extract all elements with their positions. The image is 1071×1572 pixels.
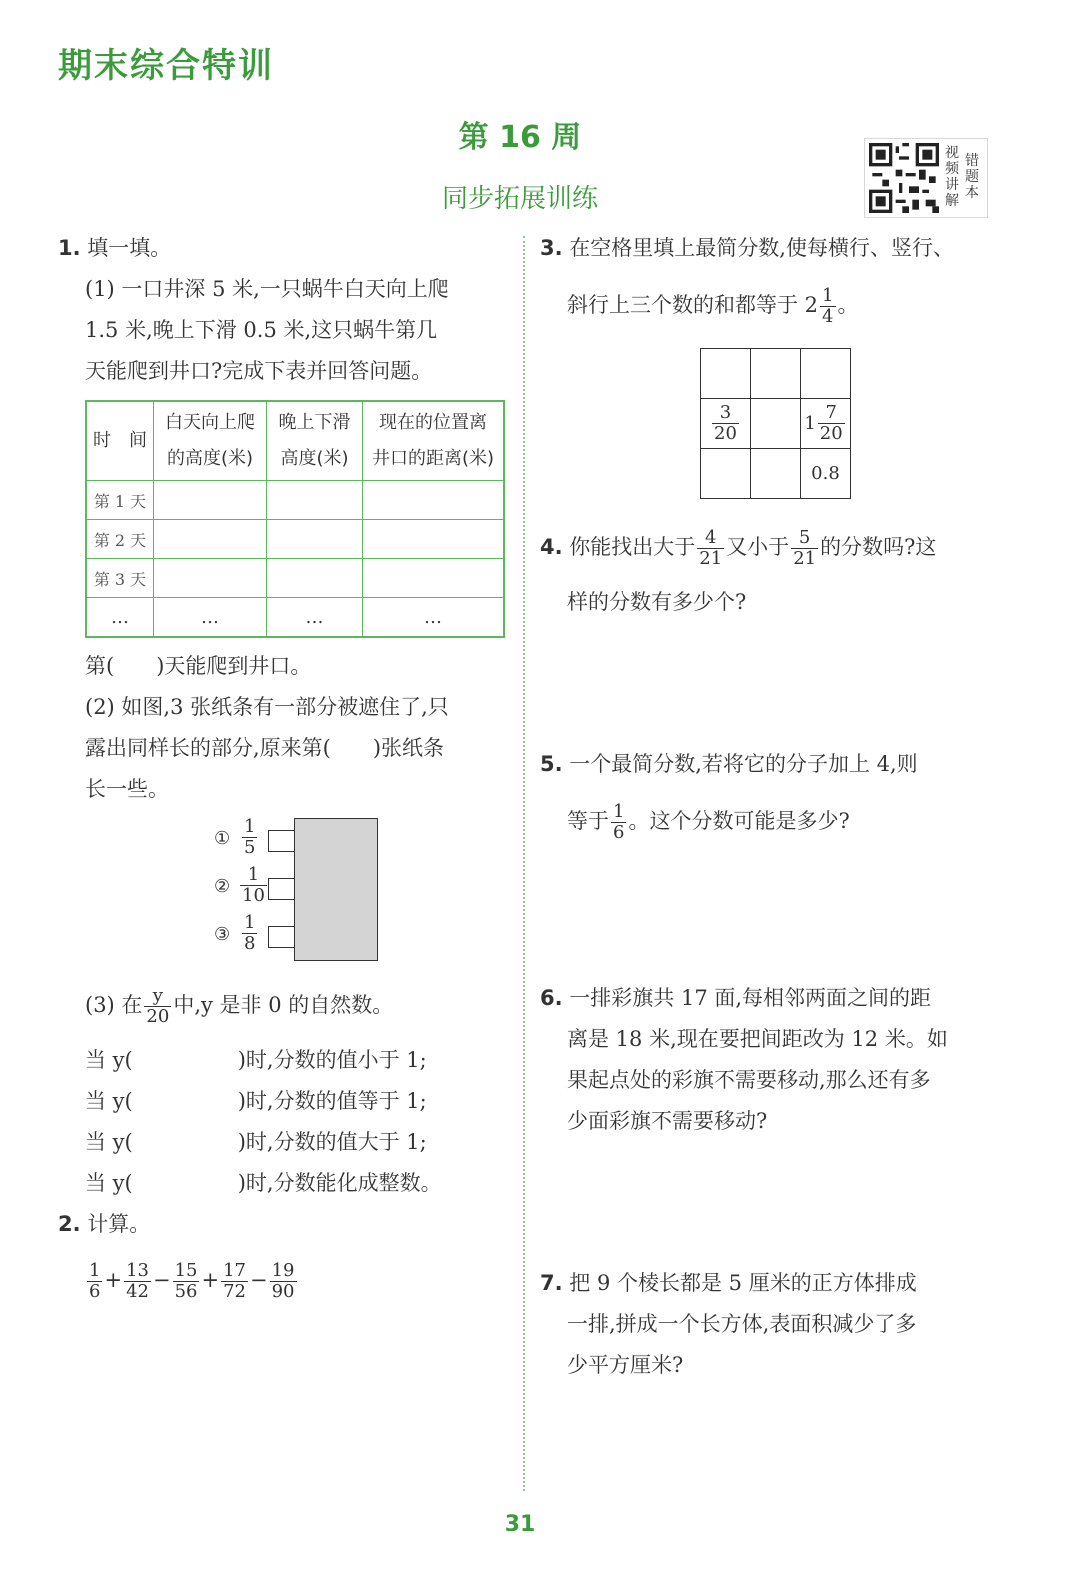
q7-line1: 7. 把 9 个棱长都是 5 厘米的正方体排成 [540, 1271, 917, 1295]
q5-line2: 等于 $\frac{1}{6}$ 。这个分数可能是多少? [567, 801, 850, 843]
subtitle: 同步拓展训练 [441, 184, 598, 214]
paper-strips-figure [210, 816, 380, 964]
op: + [104, 1268, 123, 1292]
q3-text1: 在空格里填上最简分数,使每横行、竖行、 [569, 236, 954, 260]
q2-number: 2. [58, 1212, 81, 1236]
q1-condition-3: 当 y( )时,分数的值大于 1; [85, 1130, 427, 1154]
upper-fraction: $\frac{5}{21}$ [793, 527, 817, 569]
row-label: 第 2 天 [86, 520, 154, 559]
page-number: 31 [504, 1512, 536, 1537]
answer-cell[interactable] [267, 559, 363, 598]
op: − [152, 1268, 171, 1292]
q3-text2: 斜行上三个数的和都等于 2 [567, 293, 819, 317]
q4-line2: 样的分数有多少个? [567, 590, 747, 614]
term-fraction: $\frac{1}{6}$ [89, 1260, 101, 1302]
q6-number: 6. [540, 986, 563, 1010]
answer-cell[interactable] [154, 481, 267, 520]
answer-cell[interactable] [363, 559, 505, 598]
qr-label-video: 视频讲解 [945, 145, 959, 209]
q5-line1: 5. 一个最简分数,若将它的分子加上 4,则 [540, 752, 918, 776]
q2-heading [58, 1204, 150, 1245]
answer-cell[interactable] [154, 520, 267, 559]
term-fraction: $\frac{15}{56}$ [174, 1260, 198, 1302]
table-header-time: 时 间 [86, 401, 154, 481]
grid-cell: 1 $\frac{7}{20}$ [801, 399, 851, 449]
q1-part1-line1: (1) 一口井深 5 米,一只蜗牛白天向上爬 [85, 277, 449, 301]
q2-expression [85, 1255, 299, 1305]
answer-cell[interactable] [363, 520, 505, 559]
qr-code-icon [869, 143, 939, 213]
q1-condition-2: 当 y( )时,分数的值等于 1; [85, 1089, 427, 1113]
q1-part1-line2: 1.5 米,晚上下滑 0.5 米,这只蜗牛第几 [85, 318, 438, 342]
strip-rect [268, 878, 295, 900]
row-label: … [86, 598, 154, 638]
cell-fraction: $\frac{3}{20}$ [714, 402, 737, 444]
q5-number: 5. [540, 752, 563, 776]
q1-number: 1. [58, 236, 81, 260]
sum-fraction: $\frac{1}{4}$ [822, 285, 834, 327]
q6-line3: 果起点处的彩旗不需要移动,那么还有多 [567, 1068, 931, 1092]
grid-cell[interactable] [751, 349, 801, 399]
qr-label-mistakes: 错题本 [965, 153, 979, 201]
op: − [250, 1268, 268, 1292]
strip-fraction: $\frac{1}{5}$ [244, 816, 256, 858]
y-over-20-fraction: $\frac{y}{20}$ [146, 985, 170, 1027]
one-sixth-fraction: $\frac{1}{6}$ [613, 801, 625, 843]
strip-1 [210, 818, 310, 860]
grid-cell[interactable] [751, 399, 801, 449]
q2-title: 计算。 [87, 1212, 151, 1236]
answer-cell[interactable] [154, 559, 267, 598]
table-header-distance: 现在的位置离 井口的距离(米) [363, 401, 505, 481]
snail-table [85, 400, 505, 638]
section-title: 期末综合特训 [58, 46, 274, 86]
answer-cell[interactable] [363, 481, 505, 520]
strip-2 [210, 866, 310, 908]
q1-part2-line1: (2) 如图,3 张纸条有一部分被遮住了,只 [85, 695, 449, 719]
term-fraction: $\frac{17}{72}$ [223, 1260, 246, 1302]
q6-line2: 离是 18 米,现在要把间距改为 12 米。如 [567, 1027, 948, 1051]
q7-line3: 少平方厘米? [567, 1353, 684, 1377]
table-row [86, 598, 504, 638]
q1-part3-post: 中,y 是非 0 的自然数。 [173, 993, 394, 1017]
term-fraction: $\frac{19}{90}$ [271, 1260, 295, 1302]
table-row [86, 481, 504, 520]
q1-part3-pre: (3) 在 [85, 993, 143, 1017]
q3-line2 [567, 280, 859, 330]
strip-rect [268, 830, 295, 852]
row-label: 第 1 天 [86, 481, 154, 520]
week-title: 第 16 周 [458, 120, 582, 155]
op: + [201, 1268, 220, 1292]
cell-fraction: $\frac{7}{20}$ [819, 402, 843, 444]
q1-part2-line3: 长一些。 [85, 777, 169, 801]
strip-label: ① [214, 828, 231, 849]
row-label: 第 3 天 [86, 559, 154, 598]
table-row [86, 520, 504, 559]
magic-square-grid [700, 348, 851, 499]
term-fraction: $\frac{13}{42}$ [126, 1260, 149, 1302]
q4-number: 4. [540, 535, 563, 559]
grid-cell: 0.8 [801, 449, 851, 499]
ellipsis-cell: … [154, 598, 267, 638]
q6-line1: 6. 一排彩旗共 17 面,每相邻两面之间的距 [540, 986, 932, 1010]
q7-line2: 一排,拼成一个长方体,表面积减少了多 [567, 1312, 917, 1336]
strip-3 [210, 914, 310, 956]
grid-cell [701, 399, 751, 449]
q3-number: 3. [540, 236, 563, 260]
ellipsis-cell: … [267, 598, 363, 638]
q1-part1-line3: 天能爬到井口?完成下表并回答问题。 [85, 359, 433, 383]
grid-cell[interactable] [751, 449, 801, 499]
strip-label: ③ [214, 924, 231, 945]
column-divider [523, 236, 525, 1491]
strip-fraction: $\frac{1}{8}$ [244, 912, 256, 954]
q1-heading [58, 228, 171, 269]
q3-line1 [540, 228, 954, 269]
q4-line1: 4. 你能找出大于 $\frac{4}{21}$ 又小于 $\frac{5}{21}$ 的分数吗?这 [540, 527, 937, 569]
grid-cell[interactable] [701, 349, 751, 399]
table-row [86, 559, 504, 598]
q1-condition-1: 当 y( )时,分数的值小于 1; [85, 1048, 427, 1072]
answer-cell[interactable] [267, 481, 363, 520]
strip-rect [268, 926, 295, 948]
q1-answer1: 第( )天能爬到井口。 [85, 654, 312, 678]
qr-code-box[interactable] [864, 138, 988, 218]
q1-part2-line2: 露出同样长的部分,原来第( )张纸条 [85, 736, 445, 760]
ellipsis-cell: … [363, 598, 505, 638]
q3-text2-end: 。 [837, 293, 859, 317]
grid-cell[interactable] [701, 449, 751, 499]
answer-cell[interactable] [267, 520, 363, 559]
lower-fraction: $\frac{4}{21}$ [699, 527, 723, 569]
q1-condition-4: 当 y( )时,分数能化成整数。 [85, 1171, 442, 1195]
strip-label: ② [214, 876, 231, 897]
grid-cell[interactable] [801, 349, 851, 399]
table-header-slide: 晚上下滑 高度(米) [267, 401, 363, 481]
strip-fraction: $\frac{1}{10}$ [242, 864, 265, 906]
q6-line4: 少面彩旗不需要移动? [567, 1109, 768, 1133]
q7-number: 7. [540, 1271, 563, 1295]
q1-part3-line [85, 980, 393, 1030]
table-header-climb: 白天向上爬 的高度(米) [154, 401, 267, 481]
q1-title: 填一填。 [87, 236, 172, 260]
